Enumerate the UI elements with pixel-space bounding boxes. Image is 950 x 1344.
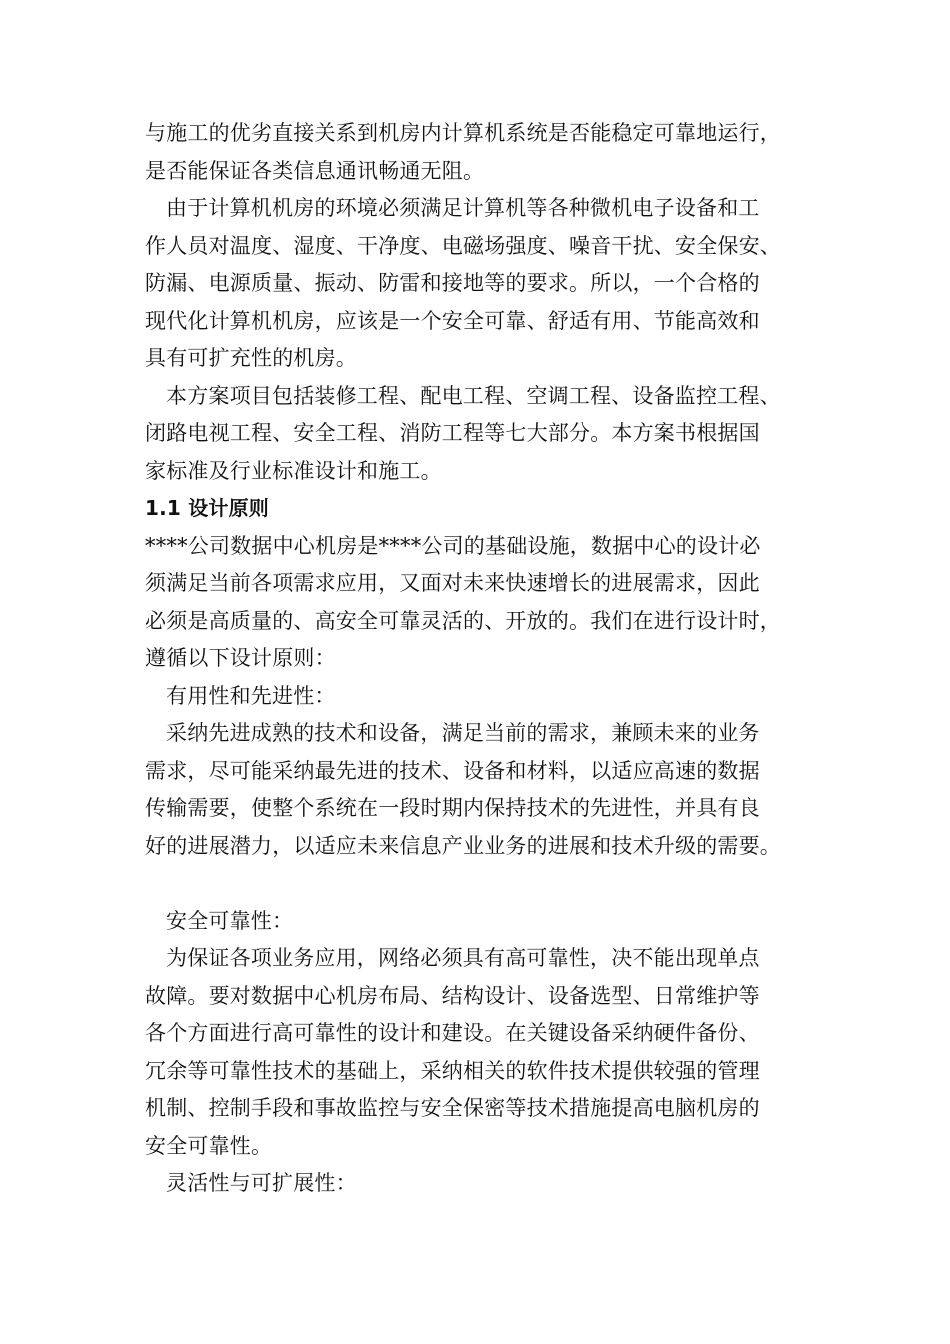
text-line: 家标准及行业标准设计和施工。	[145, 458, 442, 483]
text-line: 为保证各项业务应用，网络必须具有高可靠性，决不能出现单点	[166, 946, 760, 970]
text-line: 遵循以下设计原则：	[145, 646, 336, 670]
principle-title-flexibility: 灵活性与可扩展性：	[166, 1171, 357, 1195]
text-line: 好的进展潜力，以适应未来信息产业业务的进展和技术升级的需要。	[145, 833, 781, 858]
text-line: 由于计算机机房的环境必须满足计算机等各种微机电子设备和工	[166, 196, 760, 220]
text-line: 必须是高质量的、高安全可靠灵活的、开放的。我们在进行设计时，	[145, 608, 781, 633]
paragraph-scope	[145, 378, 810, 491]
paragraph-principle-reliability	[145, 940, 810, 1165]
text-line: 闭路电视工程、安全工程、消防工程等七大部分。本方案书根据国	[145, 421, 760, 445]
text-line: 防漏、电源质量、振动、防雷和接地等的要求。所以，一个合格的	[145, 271, 760, 295]
blank-line	[145, 865, 810, 903]
text-line: 机制、控制手段和事故监控与安全保密等技术措施提高电脑机房的	[145, 1096, 760, 1120]
text-line: 本方案项目包括装修工程、配电工程、空调工程、设备监控工程、	[166, 383, 781, 408]
text-line: 与施工的优劣直接关系到机房内计算机系统是否能稳定可靠地运行，	[145, 121, 781, 145]
paragraph-intro-continuation	[145, 115, 810, 190]
principle-title-practicality: 有用性和先进性：	[166, 683, 336, 708]
text-line: 冗余等可靠性技术的基础上，采纳相关的软件技术提供较强的管理	[145, 1058, 760, 1083]
text-line: ****公司数据中心机房是****公司的基础设施，数据中心的设计必	[145, 533, 761, 558]
text-line: 具有可扩充性的机房。	[145, 346, 357, 370]
principle-title-reliability: 安全可靠性：	[166, 908, 294, 933]
section-heading: 1.1 设计原则	[145, 496, 269, 520]
text-line: 安全可靠性。	[145, 1133, 273, 1158]
text-line: 各个方面进行高可靠性的设计和建设。在关键设备采纳硬件备份、	[145, 1021, 760, 1045]
text-line: 现代化计算机机房，应该是一个安全可靠、舒适有用、节能高效和	[145, 308, 760, 333]
text-line: 故障。要对数据中心机房布局、结构设计、设备选型、日常维护等	[145, 983, 760, 1008]
paragraph-principles-intro	[145, 528, 810, 678]
text-line: 传输需要，使整个系统在一段时期内保持技术的先进性，并具有良	[145, 796, 760, 820]
document-page	[145, 115, 810, 1203]
text-line: 需求，尽可能采纳最先进的技术、设备和材料，以适应高速的数据	[145, 758, 760, 783]
paragraph-environment	[145, 190, 810, 378]
text-line: 采纳先进成熟的技术和设备，满足当前的需求，兼顾未来的业务	[166, 721, 760, 745]
paragraph-principle-practicality	[145, 715, 810, 865]
text-line: 作人员对温度、湿度、干净度、电磁场强度、噪音干扰、安全保安、	[145, 233, 781, 258]
text-line: 须满足当前各项需求应用，又面对未来快速增长的进展需求，因此	[145, 571, 760, 595]
text-line: 是否能保证各类信息通讯畅通无阻。	[145, 158, 485, 183]
